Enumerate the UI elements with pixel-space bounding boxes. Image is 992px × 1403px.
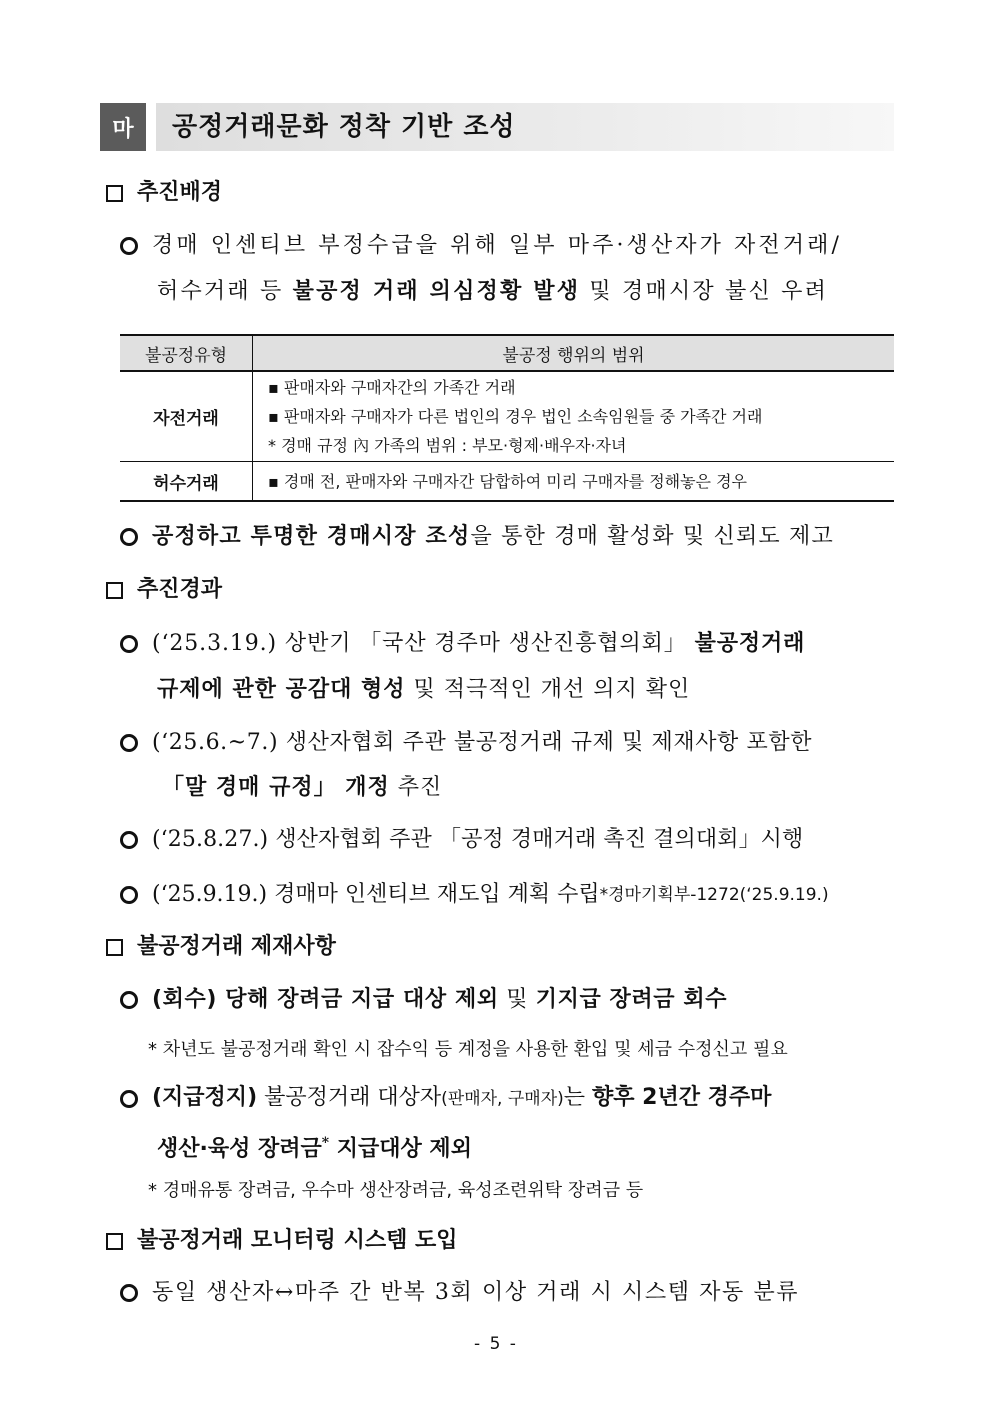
circle-bullet-icon bbox=[120, 528, 138, 546]
footnote: * 차년도 불공정거래 확인 시 잡수익 등 계정을 사용한 환입 및 세금 수정신고 필요 bbox=[148, 1039, 788, 1060]
bullet-item: (지급정지) 불공정거래 대상자(판매자, 구매자)는 향후 2년간 경주마 bbox=[120, 1083, 771, 1114]
bullet-item: (회수) 당해 장려금 지급 대상 제외 및 기지급 장려금 회수 bbox=[120, 985, 727, 1015]
section-badge: 마 bbox=[100, 103, 146, 151]
section-title: 불공정거래 모니터링 시스템 도입 bbox=[137, 1228, 458, 1253]
section-progress bbox=[106, 575, 222, 605]
footnote: * 경매유통 장려금, 우수마 생산장려금, 육성조련위탁 장려금 등 bbox=[148, 1180, 644, 1201]
circle-bullet-icon bbox=[120, 886, 138, 904]
table-cell-scope: ▪ 판매자와 구매자간의 가족간 거래 ▪ 판매자와 구매자가 다른 법인의 경우 법인 소속임원들 중 가족간 거래 * 경매 규정 內 가족의 범위 : 부모·형제·배우자·자녀 bbox=[253, 371, 895, 462]
table-header-row bbox=[120, 335, 894, 371]
circle-bullet-icon bbox=[120, 1090, 138, 1108]
bullet-continuation: 생산·육성 장려금* 지급대상 제외 bbox=[157, 1135, 472, 1162]
bullet-item: 동일 생산자↔마주 간 반복 3회 이상 거래 시 시스템 자동 분류 bbox=[120, 1278, 799, 1308]
unfair-trade-table bbox=[120, 334, 894, 502]
bullet-item: (‘25.6.~7.) 생산자협회 주관 불공정거래 규제 및 제재사항 포함한 bbox=[120, 728, 812, 758]
checkbox-square-icon bbox=[106, 582, 123, 599]
table-header-scope: 불공정 행위의 범위 bbox=[253, 335, 895, 371]
page-number: - 5 - bbox=[474, 1334, 518, 1354]
table-row bbox=[120, 462, 894, 502]
checkbox-square-icon bbox=[106, 939, 123, 956]
table-cell-type: 허수거래 bbox=[120, 462, 253, 502]
checkbox-square-icon bbox=[106, 1233, 123, 1250]
section-monitoring bbox=[106, 1226, 458, 1256]
circle-bullet-icon bbox=[120, 734, 138, 752]
table-row bbox=[120, 371, 894, 462]
bullet-item: 공정하고 투명한 경매시장 조성을 통한 경매 활성화 및 신뢰도 제고 bbox=[120, 522, 834, 552]
section-title: 추진경과 bbox=[137, 577, 223, 602]
circle-bullet-icon bbox=[120, 1284, 138, 1302]
page-title: 공정거래문화 정착 기반 조성 bbox=[172, 112, 516, 142]
bullet-continuation: 허수거래 등 불공정 거래 의심정황 발생 및 경매시장 불신 우려 bbox=[157, 279, 829, 304]
table-cell-type: 자전거래 bbox=[120, 371, 253, 462]
circle-bullet-icon bbox=[120, 991, 138, 1009]
section-background bbox=[106, 178, 222, 208]
circle-bullet-icon bbox=[120, 237, 138, 255]
bullet-continuation: 「말 경매 규정」 개정 추진 bbox=[162, 775, 443, 800]
bullet-text: 경매 인센티브 부정수급을 위해 일부 마주·생산자가 자전거래/ bbox=[152, 233, 842, 258]
section-title: 불공정거래 제재사항 bbox=[137, 934, 336, 959]
table-cell-scope: ▪ 경매 전, 판매자와 구매자간 담합하여 미리 구매자를 정해놓은 경우 bbox=[253, 462, 895, 502]
circle-bullet-icon bbox=[120, 635, 138, 653]
bullet-item bbox=[120, 231, 894, 261]
bullet-continuation: 규제에 관한 공감대 형성 및 적극적인 개선 의지 확인 bbox=[157, 677, 691, 702]
section-title: 추진배경 bbox=[137, 180, 223, 205]
table-header-type: 불공정유형 bbox=[120, 335, 253, 371]
circle-bullet-icon bbox=[120, 831, 138, 849]
checkbox-square-icon bbox=[106, 185, 123, 202]
section-sanctions bbox=[106, 932, 336, 962]
bullet-item: (‘25.3.19.) 상반기 「국산 경주마 생산진흥협의회」 불공정거래 bbox=[120, 629, 805, 659]
bullet-item: (‘25.8.27.) 생산자협회 주관 「공정 경매거래 촉진 결의대회」시행 bbox=[120, 825, 803, 855]
bullet-item: (‘25.9.19.) 경매마 인센티브 재도입 계획 수립 *경마기획부-1272(‘25.9.19.) bbox=[120, 880, 829, 910]
